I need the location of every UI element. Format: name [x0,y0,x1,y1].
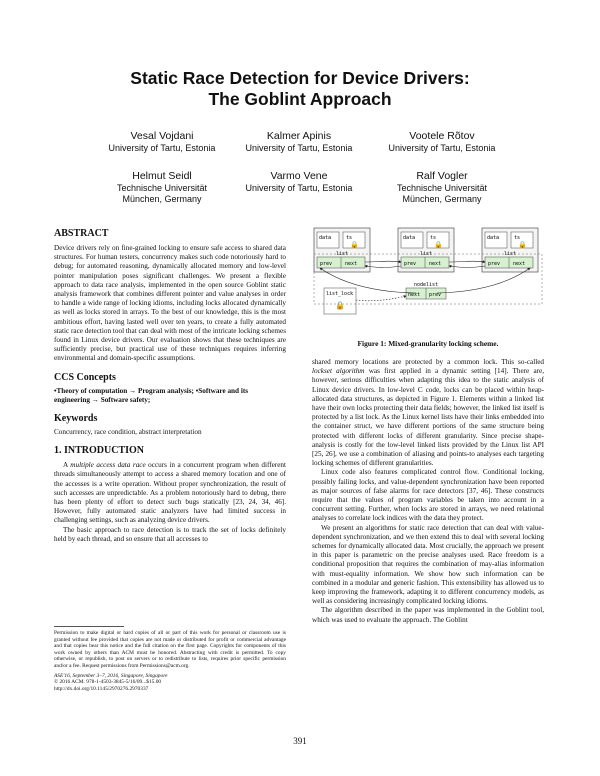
author-3 [357,130,527,154]
author-affiliation-2: München, Germany [122,193,202,204]
data-field-label: data [319,235,332,241]
right-paragraph-2: Linux code also features complicated control flow. Conditional locking, possibly failing locks, and value-dependent synchronization have been reported as major sources of false alarms for race detectors [37, 46]. These constructs require that the values of program variables be taken into account in a concurrent setting. Further, when locks are stored in arrays, we need relational analyses to correlate lock indices with the data they protect. [312,468,544,523]
ccs-concepts [54,387,286,405]
keywords-heading: Keywords [54,413,98,425]
page-number: 391 [293,736,307,746]
footnote-doi: http://dx.doi.org/10.1145/2970276.2970337 [54,685,149,692]
right-paragraph-3: We present an algorithms for static race detection that can deal with value-dependent synchronization, and we then extend this to deal with several locking schemes for dynamically allocated data. Most crucially, the approach we present in this paper is parametric on the precise analyses used. Race freedom is a conditional proposition that requires the combination of may-alias information with must-equality information. We show how such information can be combined in a modular and generic fashion. This extensibility has allowed us to keep improving the framework, adapting it to different concurrency models, as well as considering increasingly complicated locking idioms. [312,523,544,606]
list-lock [324,288,356,314]
list-label: list [336,251,349,257]
author-6 [357,170,527,204]
author-affiliation: University of Tartu, Estonia [245,143,353,153]
author-name: Ralf Vogler [416,170,468,182]
lock-icon: 🔒 [350,241,359,249]
term-lockset-algorithm: lockset algorithm [312,367,365,376]
author-affiliation: University of Tartu, Estonia [388,143,496,153]
ccs-line-2: engineering → Software safety; [54,395,151,404]
intro-paragraph-1: A multiple access data race occurs in a concurrent program when different threads simultaneously attempt to access a shared memory location and one of the accesses is a write operation. Without proper synchronization, the result of such accesses are unpredictable. As a problem notoriously hard to debug, there has been plenty of effort to detect such bugs statically [23, 24, 34, 46]. However, fully automated static analyzers have had limited success in challenging settings, such as analyzing device drivers. [54,461,286,525]
footnote-divider [54,626,124,627]
list-lock-label: list_lock [326,291,354,297]
paper-title [0,68,600,110]
author-affiliation: Technische Universität [396,183,488,193]
abstract-text: Device drivers rely on fine-grained locking to ensure safe access to shared data structures. For human testers, concurrency makes such code notoriously hard to debug; for automated reasoning, dynamically allocated memory and low-level pointer manipulation poses significant challenges. We present a flexible approach to data race analysis, implemented in the open source Goblint static analysis framework that combines different pointer and value analyses in order to handle a wide range of locking idioms, including locks allocated dynamically as well as locks stored in arrays. To the best of our knowledge, this is the most ambitious effort, having lasted well over ten years, to create a fully automated static race detection tool that can deal with most of the intricate locking schemes found in Linux device drivers. Our evaluation shows that these techniques are sufficiently precise, but practical use of these techniques requires inferring environmental and domain-specific assumptions. [54,244,286,363]
abstract-heading: ABSTRACT [54,228,109,239]
list-node-2 [398,228,454,272]
prev-label: prev [488,261,501,267]
author-name: Varmo Vene [270,170,328,182]
author-name: Helmut Seidl [132,170,192,182]
footnote-copyright: © 2016 ACM. 978-1-4503-3845-5/16/09...$15.00 [54,679,162,686]
author-affiliation: University of Tartu, Estonia [108,143,216,153]
prev-label: prev [429,292,442,298]
keywords-text: Concurrency, race condition, abstract interpretation [54,428,202,437]
list-node-3 [482,228,538,272]
lock-icon: 🔒 [434,241,443,249]
lock-icon: 🔒 [335,301,345,310]
data-field-label: data [487,235,500,241]
author-name: Vootele Rõtov [409,130,475,142]
nodelist-label: nodelist [414,282,439,288]
prev-label: prev [404,261,417,267]
ts-field-label: ts [514,235,521,241]
list-label: list [504,251,517,257]
nodelist-head [406,282,446,299]
ts-field-label: ts [346,235,353,241]
author-affiliation: University of Tartu, Estonia [245,183,353,193]
author-affiliation: Technische Universität [116,183,208,193]
next-label: next [408,292,421,298]
next-label: next [345,261,358,267]
right-column [312,358,544,625]
ts-field-label: ts [430,235,437,241]
figure-1 [310,224,546,348]
list-node-1 [314,228,370,272]
author-name: Vesal Vojdani [130,130,194,142]
title-line-2: The Goblint Approach [208,89,392,109]
locking-scheme-diagram [310,224,546,330]
right-paragraph-1: shared memory locations are protected by a common lock. This so-called lockset algorithm was first applied in a dynamic setting [14]. There are, however, serious difficulties when adapting this idea to the static analysis of Linux device drivers. In low-level C code, locks can be placed within heap-allocated data structures, as depicted in Figure 1. Elements within a linked list have their own locks protecting their data fields; however, the linked list itself is protected by a list lock. As the Linux kernel lists have their links embedded into the container struct, we have different portions of the same structure being protected with different locks of different granularity. Since precise shape-analysis is costly for the low-level linked lists provided by the Linux list API [25, 26], we use a combination of aliasing and points-to analyses each targeting locking schemes of different granularities. [312,358,545,468]
figure-caption: Figure 1: Mixed-granularity locking scheme. [357,339,499,348]
copyright-footnote [54,626,286,692]
data-field-label: data [403,235,416,241]
footnote-permission: Permission to make digital or hard copies of all or part of this work for personal or classroom use is granted without fee provided that copies are not made or distributed for profit or commercial advantage and that copies bear this notice and the full citation on the first page. Copyrights for components of this work owned by others than ACM must be honored. Abstracting with credit is permitted. To copy otherwise, or republish, to post on servers or to redistribute to lists, requires prior specific permission and/or a fee. Request permissions from Permissions@acm.org. [54,630,286,669]
next-label: next [429,261,442,267]
intro-heading: 1. INTRODUCTION [54,445,145,457]
author-name: Kalmer Apinis [266,130,332,142]
author-affiliation-2: München, Germany [402,193,482,204]
prev-label: prev [320,261,333,267]
ccs-line-1: •Theory of computation → Program analysis; •Software and its [54,386,249,395]
term-multiple-access-data-race: multiple access data race [70,461,146,470]
next-label: next [513,261,526,267]
right-paragraph-4: The algorithm described in the paper was implemented in the Goblint tool, which was used to evaluate the approach. The Goblint [312,606,544,624]
left-column [54,228,286,544]
list-label: list [420,251,433,257]
lock-icon: 🔒 [518,241,527,249]
title-line-1: Static Race Detection for Device Drivers: [130,68,470,88]
ccs-heading: CCS Concepts [54,371,116,383]
intro-paragraph-2: The basic approach to race detection is to track the set of locks definitely held by each thread, and so ensure that all accesses to [54,525,286,543]
footnote-venue: ASE'16, September 3–7, 2016, Singapore, Singapore [54,672,168,679]
